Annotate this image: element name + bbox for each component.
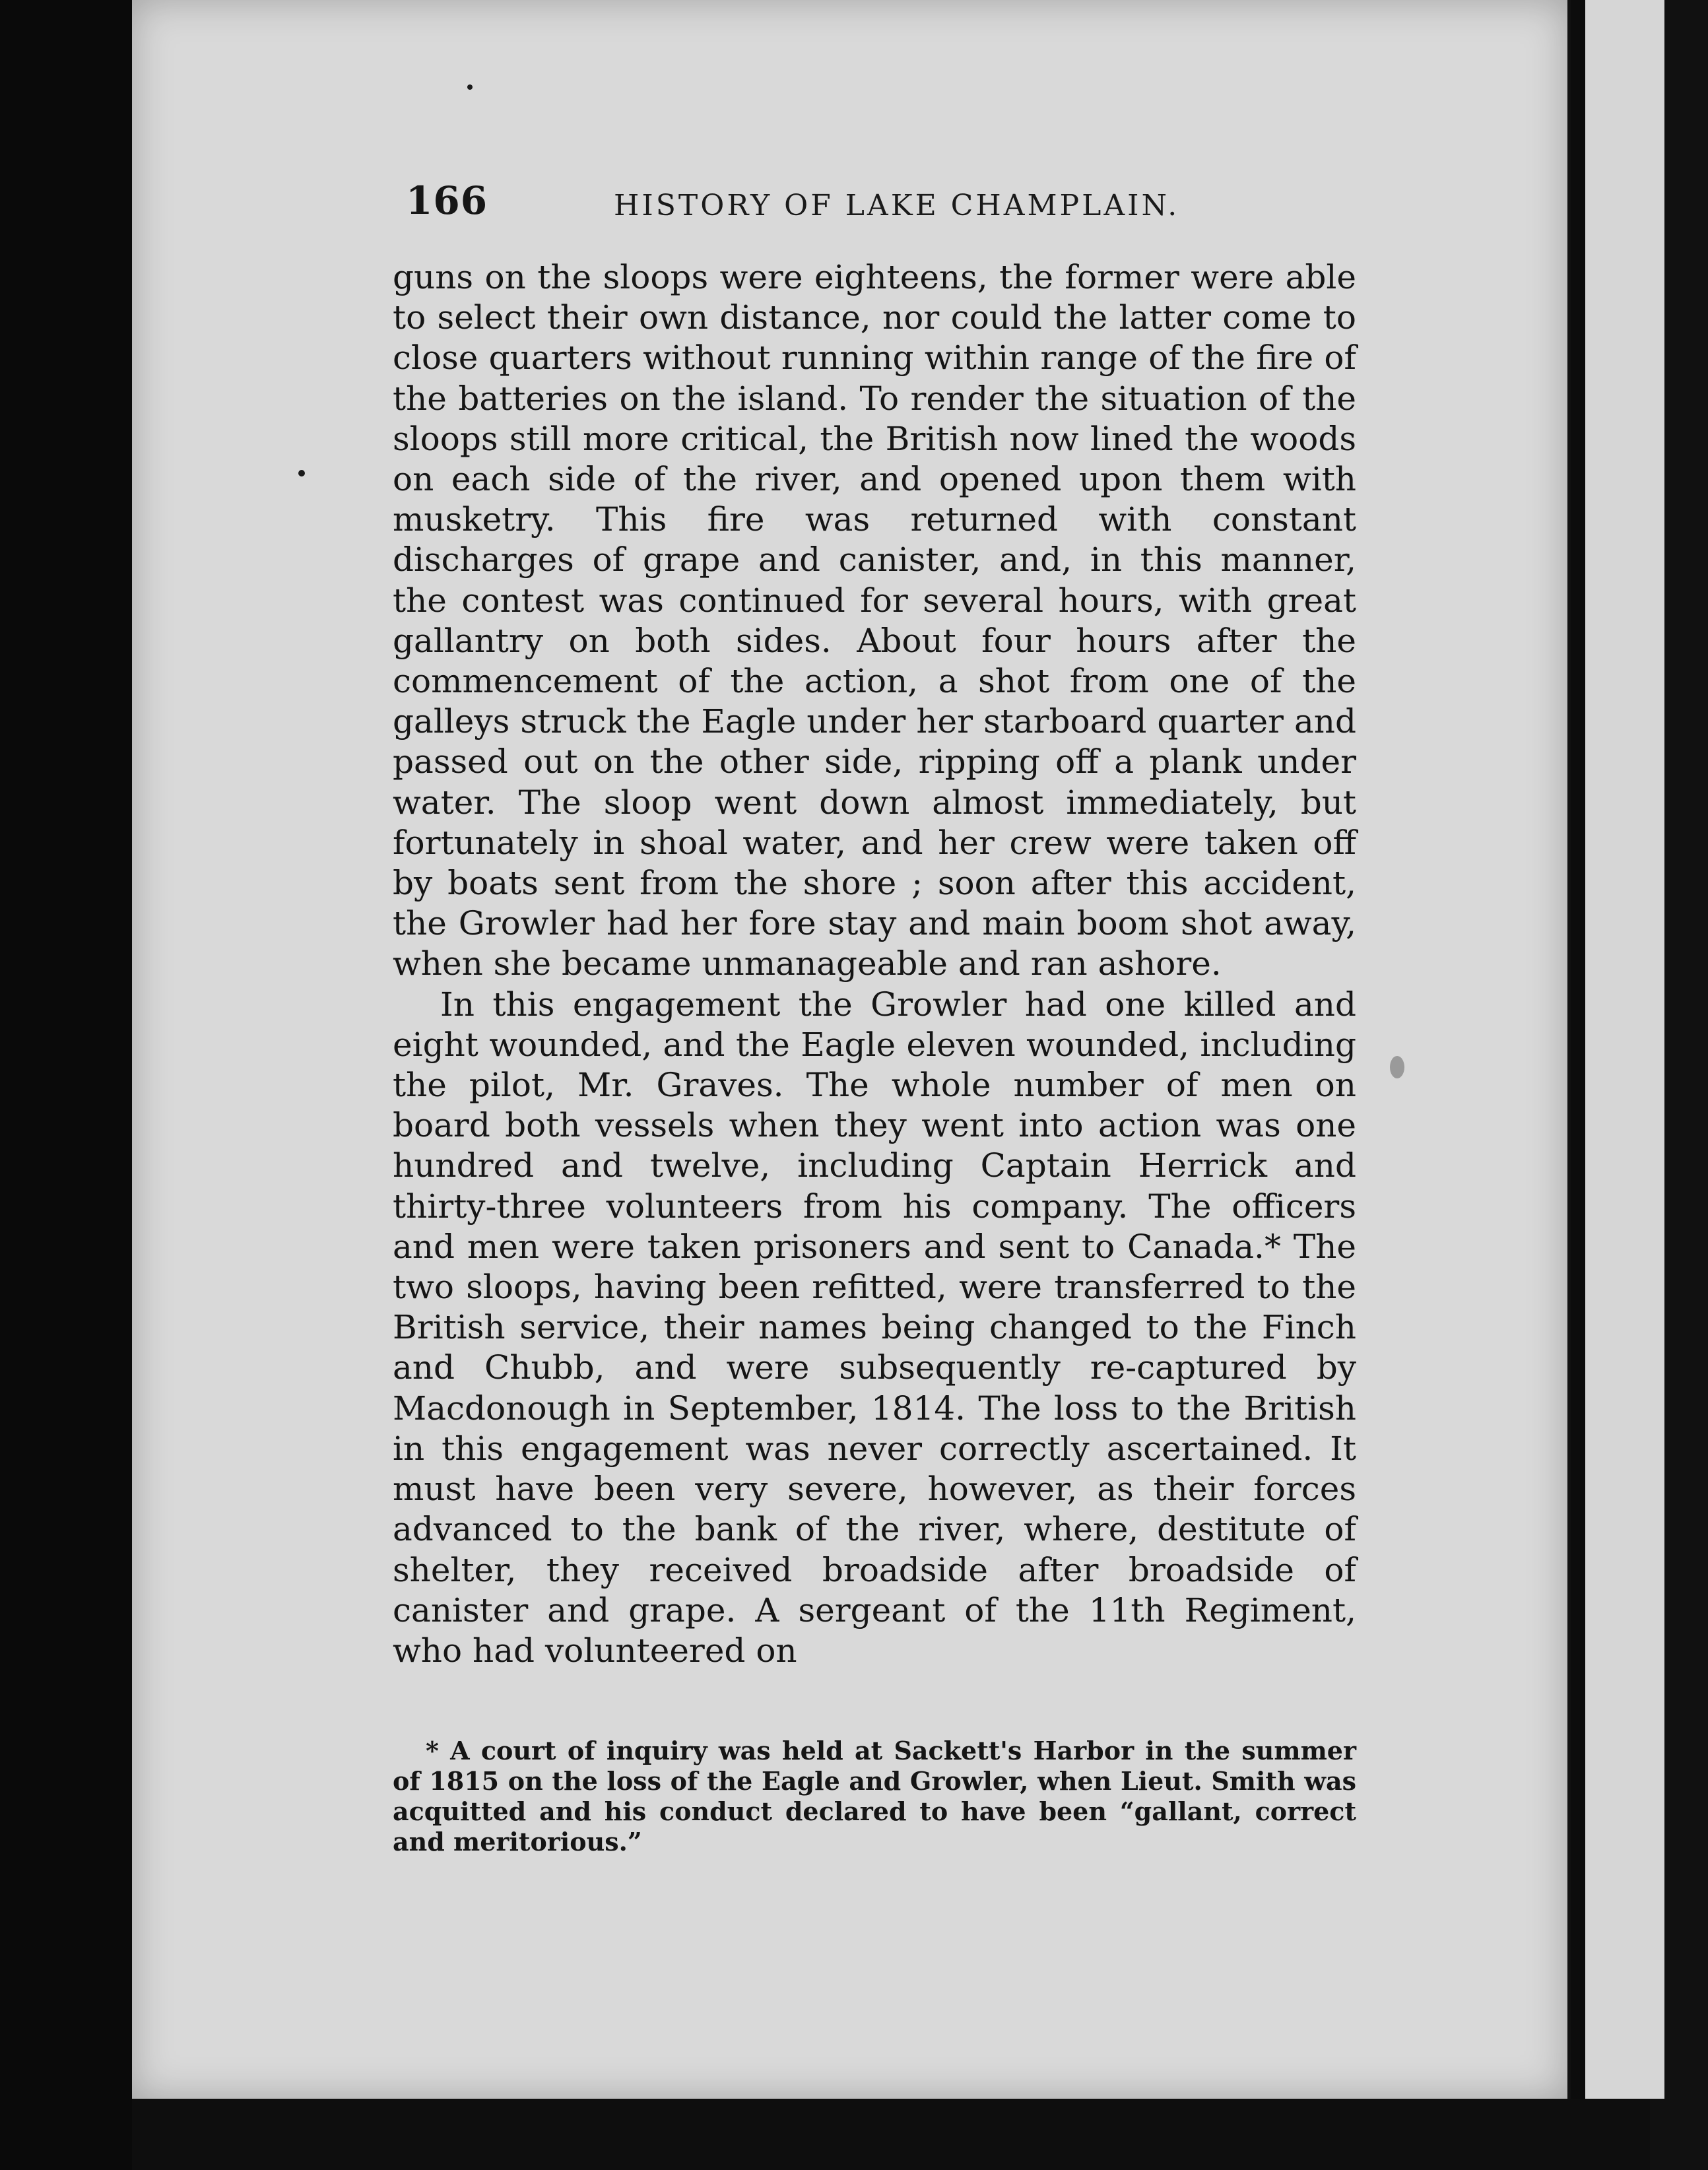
scan-speck (298, 470, 305, 477)
scan-speck (467, 84, 473, 90)
scan-left-border (0, 0, 132, 2170)
page-header (406, 178, 1198, 231)
page-number: 166 (406, 178, 488, 223)
running-head: HISTORY OF LAKE CHAMPLAIN. (614, 189, 1180, 222)
scan-smudge (1390, 1056, 1404, 1078)
body-paragraph: guns on the sloops were eighteens, the former were able to select their own distance, nor could the latter come to close quarters without running within range of the fire of the batteries on the island. To render the situation of the sloops still more critical, the British now lined the woods on each side of the river, and opened upon them with musketry. This fire was returned with constant discharges of grape and canister, and, in this manner, the contest was continued for several hours, with great gallantry on both sides. About four hours after the commencement of the action, a shot from one of the galleys struck the Eagle under her starboard quarter and passed out on the other side, ripping off a plank under water. The sloop went down almost immediately, but fortunately in shoal water, and her crew were taken off by boats sent from the shore ; soon after this accident, the Growler had her fore stay and main boom shot away, when she became unmanageable and ran ashore. (393, 258, 1356, 983)
body-text (393, 257, 1356, 1671)
scan-bottom-border (132, 2099, 1650, 2170)
footnote: * A court of inquiry was held at Sackett's Harbor in the summer of 1815 on the loss of the Eagle and Growler, when Lieut. Smith was acquitted and his conduct declared to have been “gallant, correct and meritorious.” (393, 1736, 1356, 1857)
body-paragraph: In this engagement the Growler had one killed and eight wounded, and the Eagle eleven wounded, including the pilot, Mr. Graves. The whole number of men on board both vessels when they went into action was one hundred and twelve, including Captain Herrick and thirty-three volunteers from his company. The officers and men were taken prisoners and sent to Canada.* The two sloops, having been refitted, were transferred to the British service, their names being changed to the Finch and Chubb, and were subsequently re-captured by Macdonough in September, 1814. The loss to the British in this engagement was never correctly ascertained. It must have been very severe, however, as their forces advanced to the bank of the river, where, destitute of shelter, they received broadside after broadside of canister and grape. A sergeant of the 11th Regiment, who had volunteered on (393, 985, 1356, 1670)
facing-page-edge (1571, 0, 1664, 2099)
